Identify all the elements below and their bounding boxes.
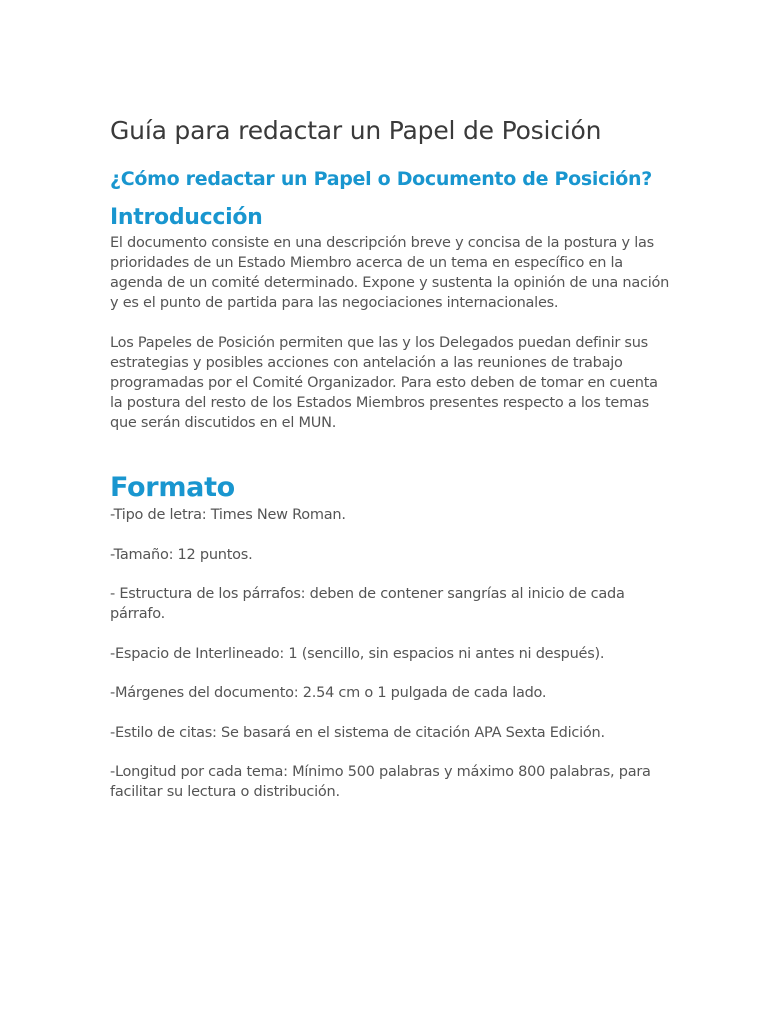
introduccion-paragraph-1: El documento consiste en una descripción breve y concisa de la postura y las prioridades de un Estado Miembro acerca de un tema en específico en la agenda de un comité determinado. Expone y sustenta la opinión de una nación y es el punto de partida para las negociaciones internacionales. bbox=[110, 235, 670, 311]
document-title: Guía para redactar un Papel de Posición bbox=[110, 116, 602, 145]
formato-item-citas: -Estilo de citas: Se basará en el sistema de citación APA Sexta Edición. bbox=[110, 724, 605, 741]
formato-heading: Formato bbox=[110, 472, 235, 503]
formato-item-interlineado: -Espacio de Interlineado: 1 (sencillo, sin espacios ni antes ni después). bbox=[110, 645, 605, 662]
document-subtitle: ¿Cómo redactar un Papel o Documento de Posición? bbox=[110, 168, 652, 190]
formato-item-margenes: -Márgenes del documento: 2.54 cm o 1 pulgada de cada lado. bbox=[110, 685, 547, 701]
introduccion-section bbox=[110, 203, 670, 433]
document-page bbox=[110, 112, 670, 822]
formato-section bbox=[110, 471, 670, 802]
introduccion-paragraph-2: Los Papeles de Posición permiten que las y los Delegados puedan definir sus estrategias y posibles acciones con antelación a las reuniones de trabajo programadas por el Comité Organizador. Para esto deben de tomar en cuenta la postura del resto de los Estados Miembros presentes respecto a los temas que serán discutidos en el MUN. bbox=[110, 335, 658, 431]
formato-item-tipo-letra: -Tipo de letra: Times New Roman. bbox=[110, 507, 346, 523]
formato-item-longitud: -Longitud por cada tema: Mínimo 500 palabras y máximo 800 palabras, para facilitar su lectura o distribución. bbox=[110, 764, 651, 800]
introduccion-heading: Introducción bbox=[110, 205, 263, 230]
formato-item-estructura: - Estructura de los párrafos: deben de contener sangrías al inicio de cada párrafo. bbox=[110, 586, 625, 622]
formato-item-tamano: -Tamaño: 12 puntos. bbox=[110, 546, 253, 563]
